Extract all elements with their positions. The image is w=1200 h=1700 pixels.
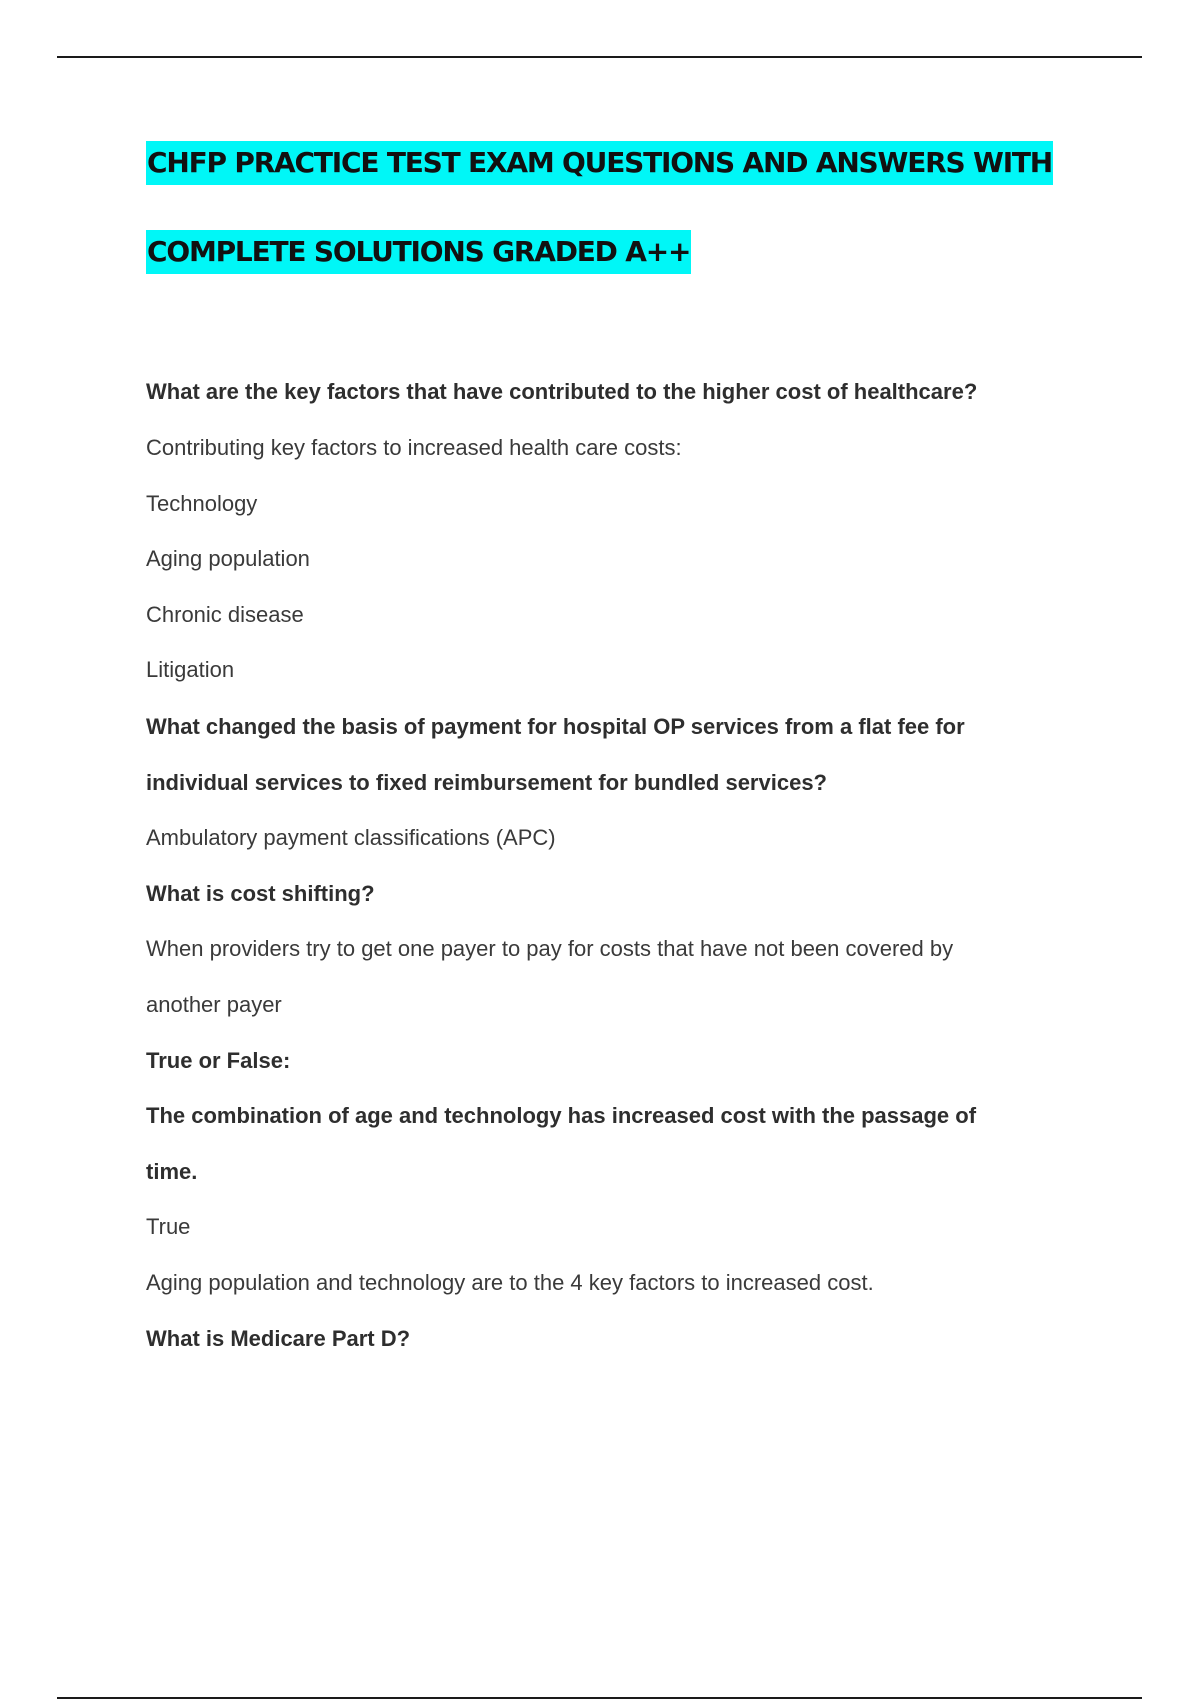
title-highlight-1: CHFP PRACTICE TEST EXAM QUESTIONS AND ANSWERS WITH	[146, 141, 1053, 185]
document-title-line-2	[146, 235, 691, 268]
document-title-line-1	[146, 146, 1053, 179]
question-text: The combination of age and technology has increased cost with the passage of	[146, 1103, 977, 1128]
header-rule	[57, 56, 1142, 58]
answer-text: Contributing key factors to increased health care costs:	[146, 435, 682, 460]
answer-text: Ambulatory payment classifications (APC)	[146, 825, 556, 850]
answer-text: When providers try to get one payer to pay for costs that have not been covered by	[146, 936, 954, 961]
question-text: What are the key factors that have contributed to the higher cost of healthcare?	[146, 379, 978, 404]
answer-text: another payer	[146, 992, 282, 1017]
question-text: True or False:	[146, 1048, 291, 1073]
answer-text: Aging population and technology are to the 4 key factors to increased cost.	[146, 1270, 874, 1295]
question-text: What changed the basis of payment for hospital OP services from a flat fee for	[146, 714, 965, 739]
footer-rule	[57, 1697, 1142, 1699]
answer-text: True	[146, 1214, 191, 1239]
title-highlight-2: COMPLETE SOLUTIONS GRADED A++	[146, 230, 691, 274]
answer-text: Technology	[146, 491, 258, 516]
answer-text: Aging population	[146, 546, 310, 571]
answer-text: Chronic disease	[146, 602, 304, 627]
question-text: individual services to fixed reimbursement for bundled services?	[146, 770, 827, 795]
answer-text: Litigation	[146, 657, 235, 682]
question-text: time.	[146, 1159, 198, 1184]
question-text: What is Medicare Part D?	[146, 1326, 411, 1351]
question-text: What is cost shifting?	[146, 881, 375, 906]
